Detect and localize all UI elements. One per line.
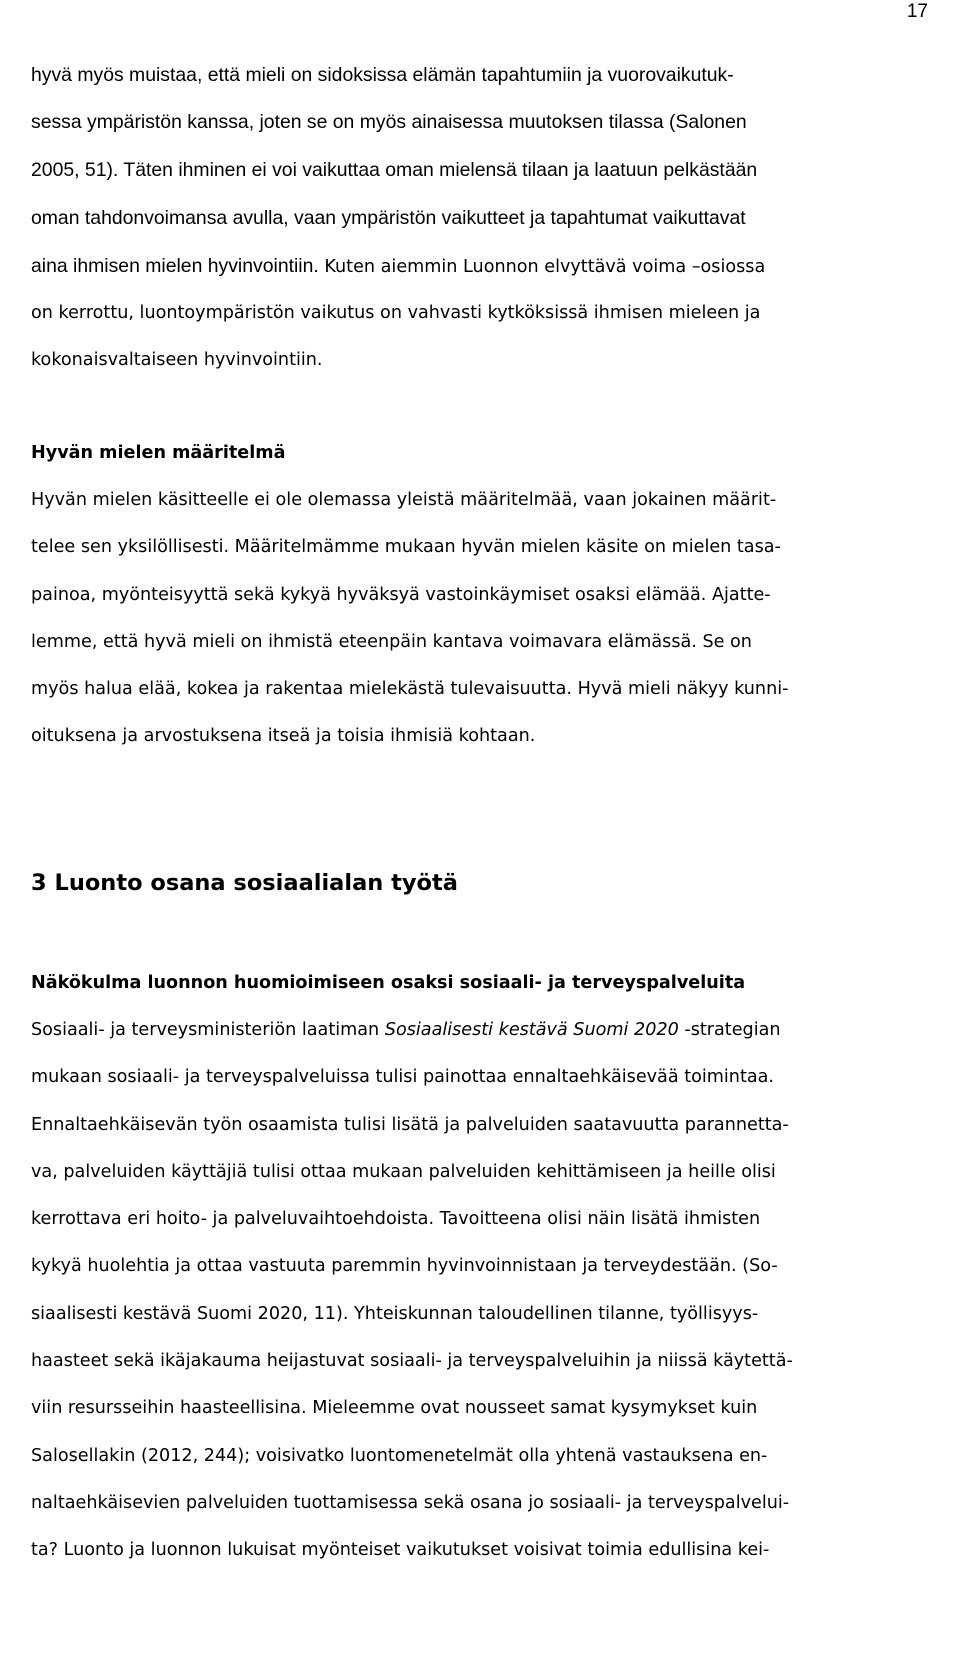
text-line: painoa, myönteisyyttä sekä kykyä hyväksyä vastoinkäymiset osaksi elämää. Ajatte- [31, 585, 771, 605]
section-heading: Hyvän mielen määritelmä [31, 443, 286, 463]
text-line: va, palveluiden käyttäjiä tulisi ottaa mukaan palveluiden kehittämiseen ja heille olisi [31, 1162, 776, 1182]
text-line: mukaan sosiaali- ja terveyspalveluissa tulisi painottaa ennaltaehkäisevää toimintaa. [31, 1067, 774, 1087]
text-span: -strategian [678, 1020, 781, 1040]
text-line: Salosellakin (2012, 244); voisivatko luontomenetelmät olla yhtenä vastauksena en- [31, 1446, 768, 1466]
text-line: sessa ympäristön kanssa, joten se on myös ainaisessa muutoksen tilassa (Salonen [31, 111, 747, 133]
text-line: lemme, että hyvä mieli on ihmistä eteenpäin kantava voimavara elämässä. Se on [31, 632, 752, 652]
text-line: hyvä myös muistaa, että mieli on sidoksissa elämän tapahtumiin ja vuorovaikutuk- [31, 64, 734, 86]
text-line: kerrottava eri hoito- ja palveluvaihtoehdoista. Tavoitteena olisi näin lisätä ihmisten [31, 1209, 761, 1229]
text-line: ta? Luonto ja luonnon lukuisat myönteiset vaikutukset voisivat toimia edullisina kei- [31, 1540, 770, 1560]
text-line: kykyä huolehtia ja ottaa vastuuta paremmin hyvinvoinnistaan ja terveydestään. (So- [31, 1256, 778, 1276]
text-line: oman tahdonvoimansa avulla, vaan ympäristön vaikutteet ja tapahtumat vaikuttavat [31, 207, 746, 229]
strategy-title: Sosiaalisesti kestävä Suomi 2020 [384, 1020, 679, 1040]
text-line: Ennaltaehkäisevän työn osaamista tulisi lisätä ja palveluiden saatavuutta parannetta- [31, 1115, 789, 1135]
text-line: oituksena ja arvostuksena itseä ja toisia ihmisiä kohtaan. [31, 726, 536, 746]
chapter-title: 3 Luonto osana sosiaalialan työtä [31, 870, 458, 896]
section-heading: Näkökulma luonnon huomioimiseen osaksi sosiaali- ja terveyspalveluita [31, 973, 746, 993]
text-line: haasteet sekä ikäjakauma heijastuvat sosiaali- ja terveyspalveluihin ja niissä käytettä- [31, 1351, 793, 1371]
text-line: naltaehkäisevien palveluiden tuottamisessa sekä osana jo sosiaali- ja terveyspalvelui- [31, 1493, 790, 1513]
text-line: myös halua elää, kokea ja rakentaa mielekästä tulevaisuutta. Hyvä mieli näkyy kunni- [31, 679, 789, 699]
text-line: 2005, 51). Täten ihminen ei voi vaikuttaa oman mielensä tilaan ja laatuun pelkästään [31, 159, 758, 181]
text-line: siaalisesti kestävä Suomi 2020, 11). Yhteiskunnan taloudellinen tilanne, työllisyys- [31, 1304, 759, 1324]
text-line: kokonaisvaltaiseen hyvinvointiin. [31, 350, 323, 370]
text-line: Hyvän mielen käsitteelle ei ole olemassa yleistä määritelmää, vaan jokainen määrit- [31, 490, 777, 510]
text-span: Sosiaali- ja terveysministeriön laatiman [31, 1020, 385, 1040]
text-line [31, 1017, 781, 1043]
page-number: 17 [906, 1, 928, 22]
text-line: telee sen yksilöllisesti. Määritelmämme mukaan hyvän mielen käsite on mielen tasa- [31, 537, 781, 557]
text-span: aina ihmisen mielen hyvinvointiin. [31, 255, 319, 277]
text-line: on kerrottu, luontoympäristön vaikutus on vahvasti kytköksissä ihmisen mieleen ja [31, 303, 761, 323]
text-line [31, 253, 765, 280]
text-span: Kuten aiemmin Luonnon elvyttävä voima –osiossa [318, 257, 766, 277]
text-line: viin resursseihin haasteellisina. Mieleemme ovat nousseet samat kysymykset kuin [31, 1398, 758, 1418]
